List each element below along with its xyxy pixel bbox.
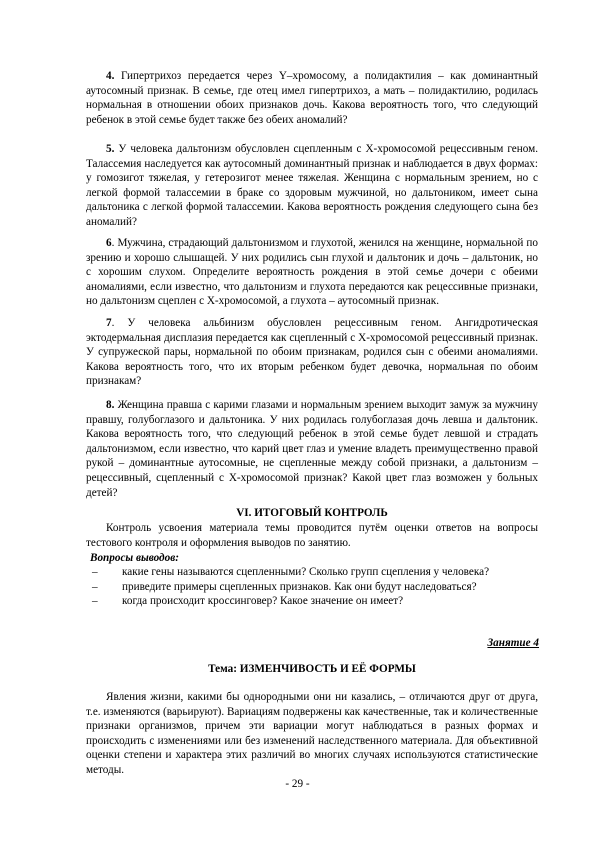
question-text: какие гены называются сцепленными? Сколько групп сцепления у человека?	[122, 566, 490, 578]
problem-number: 4.	[106, 70, 115, 82]
problem-7	[86, 316, 538, 389]
question-text: приведите примеры сцепленных признаков. Как они будут наследоваться?	[122, 580, 477, 593]
dash-marker: –	[92, 580, 98, 593]
dash-marker: –	[92, 566, 98, 578]
list-item	[92, 565, 542, 580]
question-text: когда происходит кроссинговер? Какое значение он имеет?	[122, 595, 404, 608]
lesson-label: Занятие 4	[487, 637, 539, 649]
intro-paragraph: Явления жизни, какими бы однородными они ни казались, – отличаются друг от друга, т.е. изменяются (варьируют). Вариациям подвержены как качественные, так и количественные признаки организмов, причем эти вариации могут наблюдаться в разных формах и происходить с изменениями или без изменений наследственного материала. Для объективной оценки степени и характера этих различий во многих случаях используются статистические методы.	[86, 691, 538, 776]
problem-8	[86, 398, 538, 500]
problem-6	[86, 236, 538, 309]
problem-5	[86, 142, 538, 230]
problem-4	[86, 69, 538, 127]
dash-marker: –	[92, 595, 98, 608]
problem-number: 5.	[106, 143, 115, 155]
questions-list	[92, 565, 542, 609]
problem-text: Женщина правша с карими глазами и нормальным зрением выходит замуж за мужчину правшу, голубоглазого и дальтоника. У них родилась голубоглазая дочь левша и дальтоник. Какова вероятность того, что следующий ребенок в этой семье будет левшой и страдать дальтонизмом, если известно, что карий цвет глаз и умение владеть преимущественно правой рукой – доминантные аутосомные, не сцепленные между собой признаки, а дальтонизм – рецессивный, сцепленный с Х-хромосомой признак? Какой цвет глаз возможен у больных детей?	[86, 399, 539, 499]
problem-number: 6	[106, 237, 112, 249]
problem-text: Гипертрихоз передается через Y–хромосому, а полидактилия – как доминантный аутосомный признак. В семье, где отец имел гипертрихоз, а мать – полидактилию, родилась нормальная в отношении обоих признаков дочь. Какова вероятность того, что следующий ребенок в этой семье будет также без обеих аномалий?	[86, 70, 538, 126]
list-item	[92, 580, 542, 595]
section-title: VI. ИТОГОВЫЙ КОНТРОЛЬ	[236, 507, 388, 519]
problem-text: . Мужчина, страдающий дальтонизмом и глухотой, женился на женщине, нормальной по зрению и хорошо слышащей. У них родились сын глухой и дальтоник и дочь – дальтоник, но с хорошим слухом. Определите вероятность рождения в этой семье дочери с обеими аномалиями, если известно, что дальтонизм и глухота передаются как рецессивные признаки, но дальтонизм сцеплен с Х-хромосомой, а глухота – аутосомный признак.	[86, 237, 538, 308]
problem-text: У человека дальтонизм обусловлен сцепленным с Х-хромосомой рецессивным геном. Талассемия наследуется как аутосомный доминантный признак и наблюдается в двух формах: у гомозигот тяжелая, у гетерозигот менее тяжелая. Женщина с нормальным зрением, но с легкой формой талассемии в браке со здоровым мужчиной, но дальтоником, имеет сына дальтоника с легкой формой талассемии. Какова вероятность рождения следующего сына без аномалий?	[86, 143, 538, 228]
problem-number: 7	[106, 317, 112, 329]
page-number: - 29 -	[285, 778, 310, 790]
topic-title: Тема: ИЗМЕНЧИВОСТЬ И ЕЁ ФОРМЫ	[208, 663, 416, 675]
list-item	[92, 594, 542, 609]
questions-heading: Вопросы выводов:	[90, 552, 179, 564]
problem-number: 8.	[106, 399, 115, 411]
control-text: Контроль усвоения материала темы проводится путём оценки ответов на вопросы тестового контроля и оформления выводов по занятию.	[86, 522, 538, 549]
problem-text: . У человека альбинизм обусловлен рецессивным геном. Ангидротическая эктодермальная дисплазия передается как сцепленный с Х-хромосомой рецессивный признак. У супружеской пары, нормальной по обоим признакам, родился сын с обеими аномалиями. Какова вероятность того, что их вторым ребенком будет девочка, нормальная по обоим признакам?	[86, 317, 538, 388]
